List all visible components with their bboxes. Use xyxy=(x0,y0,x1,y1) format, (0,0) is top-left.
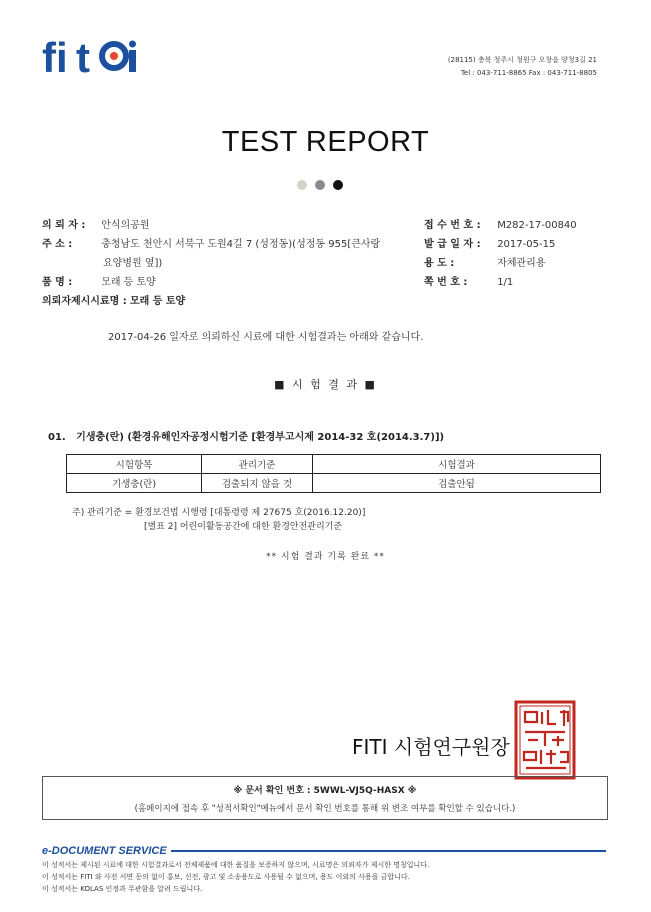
client-info-right xyxy=(424,216,577,292)
receipt-no-value: M282-17-00840 xyxy=(497,220,577,231)
institute-signature: FITI 시험연구원장 xyxy=(352,735,510,759)
product-label: 품 명 : xyxy=(42,277,73,288)
results-table xyxy=(66,454,601,493)
footer-line-2: 이 성적서는 FITI 와 사전 서면 동의 없이 홍보, 선전, 광고 및 소송용도로 사용될 수 없으며, 용도 이외의 사용을 금합니다. xyxy=(42,873,410,881)
receipt-no-label: 접 수 번 호 : xyxy=(424,220,481,231)
table-header-row xyxy=(67,455,601,474)
dot-gray xyxy=(315,180,325,190)
report-title: TEST REPORT xyxy=(221,126,430,158)
end-of-record: ** 시험 결과 기록 완료 ** xyxy=(266,552,385,562)
header-contact xyxy=(448,54,597,80)
svg-text:t: t xyxy=(76,38,90,78)
footer xyxy=(42,845,606,895)
note-line-1: 주) 관리기준 = 환경보건법 시행령 [대통령령 제 27675 호(2016.12.20)] xyxy=(72,508,366,518)
section-title: 기생충(란) (환경유해인자공정시험기준 [환경부고시제 2014-32 호(2014.3.7)]) xyxy=(76,432,445,443)
table-cell: 기생충(란) xyxy=(67,474,202,493)
table-cell: 검출되지 않을 것 xyxy=(202,474,313,493)
client-info-left xyxy=(42,216,380,311)
fiti-logo-graphic xyxy=(42,38,142,78)
fiti-logo xyxy=(42,38,142,78)
standard-note xyxy=(72,506,365,534)
table-cell: 검출안됨 xyxy=(313,474,601,493)
address-value-2: 요양병원 옆]) xyxy=(103,258,163,269)
address-value-1: 충청남도 천안시 서북구 도원4길 7 (성정동)(성정동 955[큰사랑 xyxy=(101,239,381,250)
table-header-cell: 시험항목 xyxy=(67,455,202,474)
sample-name-label: 의뢰자제시시료명 : xyxy=(42,296,127,307)
title-dots xyxy=(297,180,343,190)
header-address: (28115) 충북 청주시 청원구 오창읍 양청3길 21 xyxy=(447,56,597,64)
dot-black xyxy=(333,180,343,190)
client-value: 안식의공원 xyxy=(101,220,150,231)
note-line-2: [별표 2] 어린이활동공간에 대한 환경안전관리기준 xyxy=(144,522,343,532)
table-header-cell: 시험결과 xyxy=(313,455,601,474)
header-phone-fax: Tel : 043-711-8865 Fax : 043-711-8805 xyxy=(460,69,597,77)
page-label: 쪽 번 호 : xyxy=(424,277,468,288)
footer-line-1: 이 성적서는 제시된 시료에 대한 시험결과로서 전체제품에 대한 품질을 보증하지 않으며, 시료명은 의뢰자가 제시한 명칭입니다. xyxy=(42,861,430,869)
client-label: 의 뢰 자 : xyxy=(42,220,86,231)
results-heading: ■ 시 험 결 과 ■ xyxy=(274,378,377,391)
e-document-service-label: e-DOCUMENT SERVICE xyxy=(42,845,167,857)
verification-title: ※ 문서 확인 번호 : 5WWL-VJ5Q-HASX ※ xyxy=(233,786,417,796)
verification-box xyxy=(42,776,608,820)
footer-divider xyxy=(171,850,606,852)
section-number: 01. xyxy=(48,432,66,443)
footer-line-3: 이 성적서는 KOLAS 인정과 무관함을 알려 드립니다. xyxy=(42,885,203,893)
sample-name-value: 모래 등 토양 xyxy=(129,296,186,307)
official-seal xyxy=(514,700,576,780)
verification-text: (홈페이지에 접속 후 "성적서확인"메뉴에서 문서 확인 번호를 통해 위 변조 여부를 확인할 수 있습니다.) xyxy=(134,804,516,814)
table-header-cell: 관리기준 xyxy=(202,455,313,474)
address-label: 주 소 : xyxy=(42,239,73,250)
purpose-label: 용 도 : xyxy=(424,258,455,269)
intro-sentence: 2017-04-26 일자로 의뢰하신 시료에 대한 시험결과는 아래와 같습니다. xyxy=(108,332,424,343)
table-row xyxy=(67,474,601,493)
page-value: 1/1 xyxy=(497,277,514,288)
product-value: 모래 등 토양 xyxy=(101,277,156,288)
issue-date-value: 2017-05-15 xyxy=(497,239,556,250)
purpose-value: 자체관리용 xyxy=(497,258,546,269)
svg-text:fi: fi xyxy=(42,38,68,78)
seal-graphic xyxy=(514,700,576,780)
dot-light xyxy=(297,180,307,190)
issue-date-label: 발 급 일 자 : xyxy=(424,239,481,250)
section-heading xyxy=(48,428,444,443)
